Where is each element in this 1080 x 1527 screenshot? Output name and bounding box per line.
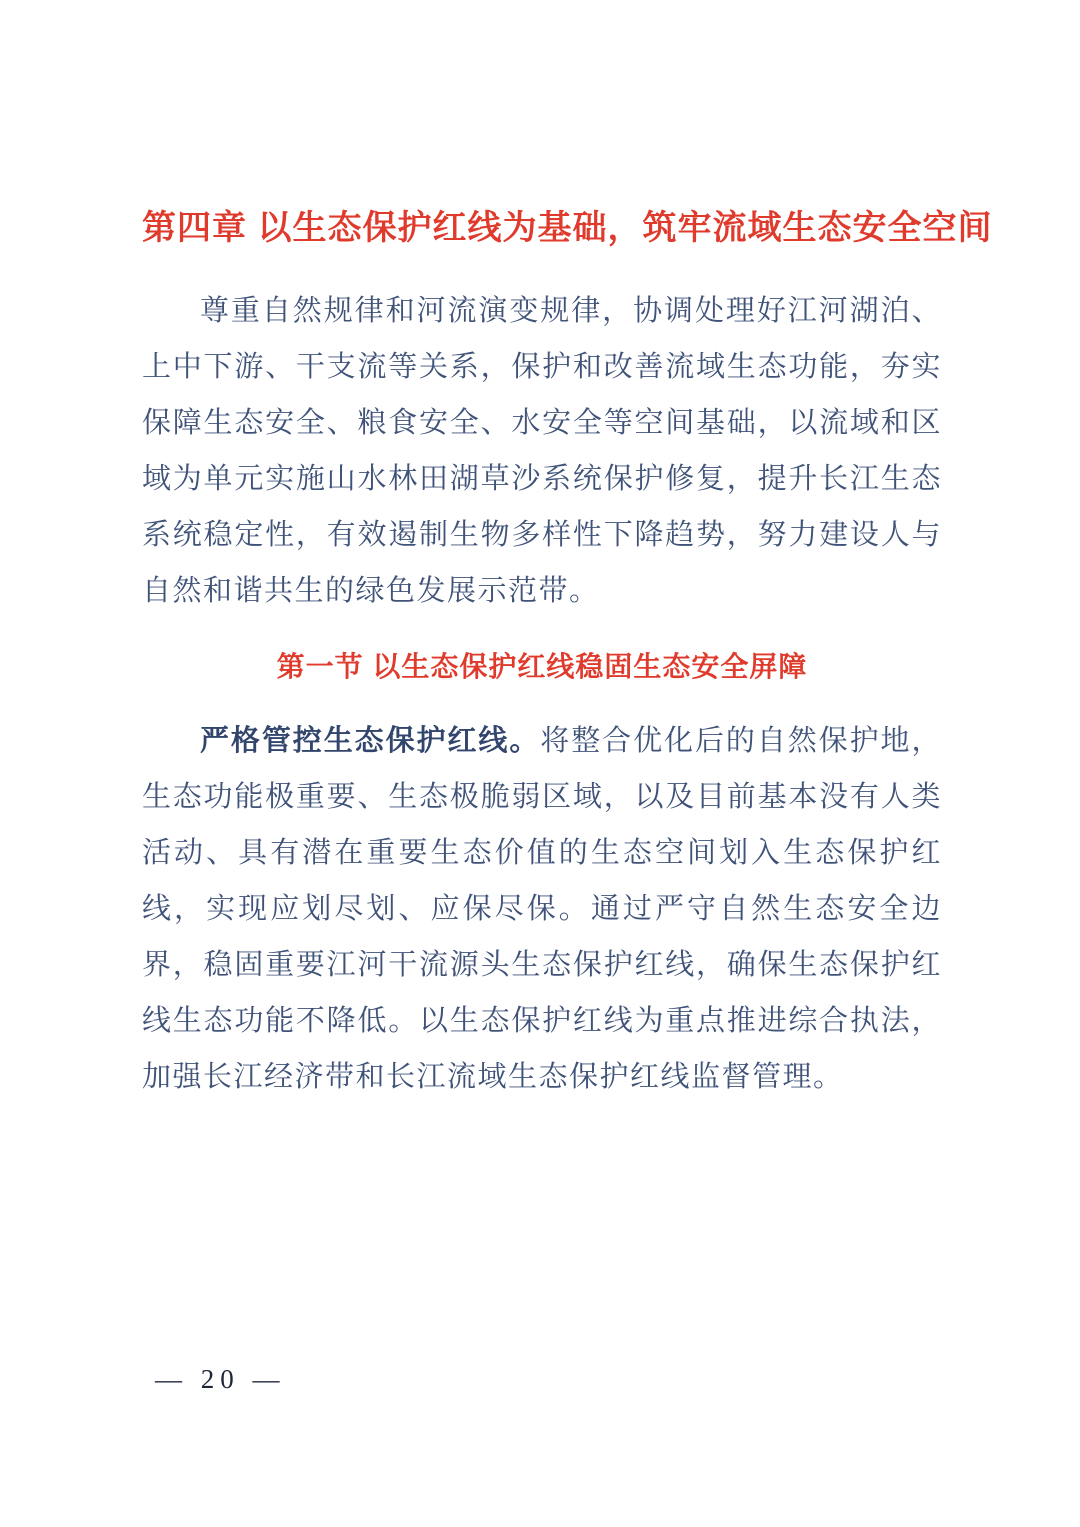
section-title: 第一节 以生态保护红线稳固生态安全屏障 <box>276 651 808 682</box>
page-content <box>142 0 993 1105</box>
section-paragraph-lead: 严格管控生态保护红线。 <box>200 725 541 757</box>
section-paragraph <box>142 713 942 1105</box>
intro-paragraph: 尊重自然规律和河流演变规律，协调处理好江河湖泊、上中下游、干支流等关系，保护和改善流域生态功能，夯实保障生态安全、粮食安全、水安全等空间基础，以流域和区域为单元实施山水林田湖草沙系统保护修复，提升长江生态系统稳定性，有效遏制生物多样性下降趋势，努力建设人与自然和谐共生的绿色发展示范带。 <box>142 295 942 607</box>
section-paragraph-body: 将整合优化后的自然保护地，生态功能极重要、生态极脆弱区域，以及目前基本没有人类活动、具有潜在重要生态价值的生态空间划入生态保护红线，实现应划尽划、应保尽保。通过严守自然生态安全边界，稳固重要江河干流源头生态保护红线，确保生态保护红线生态功能不降低。以生态保护红线为重点推进综合执法，加强长江经济带和长江流域生态保护红线监督管理。 <box>142 725 942 1093</box>
chapter-title: 第四章 以生态保护红线为基础，筑牢流域生态安全空间 <box>142 209 993 247</box>
page-number: — 20 — <box>155 1364 286 1394</box>
